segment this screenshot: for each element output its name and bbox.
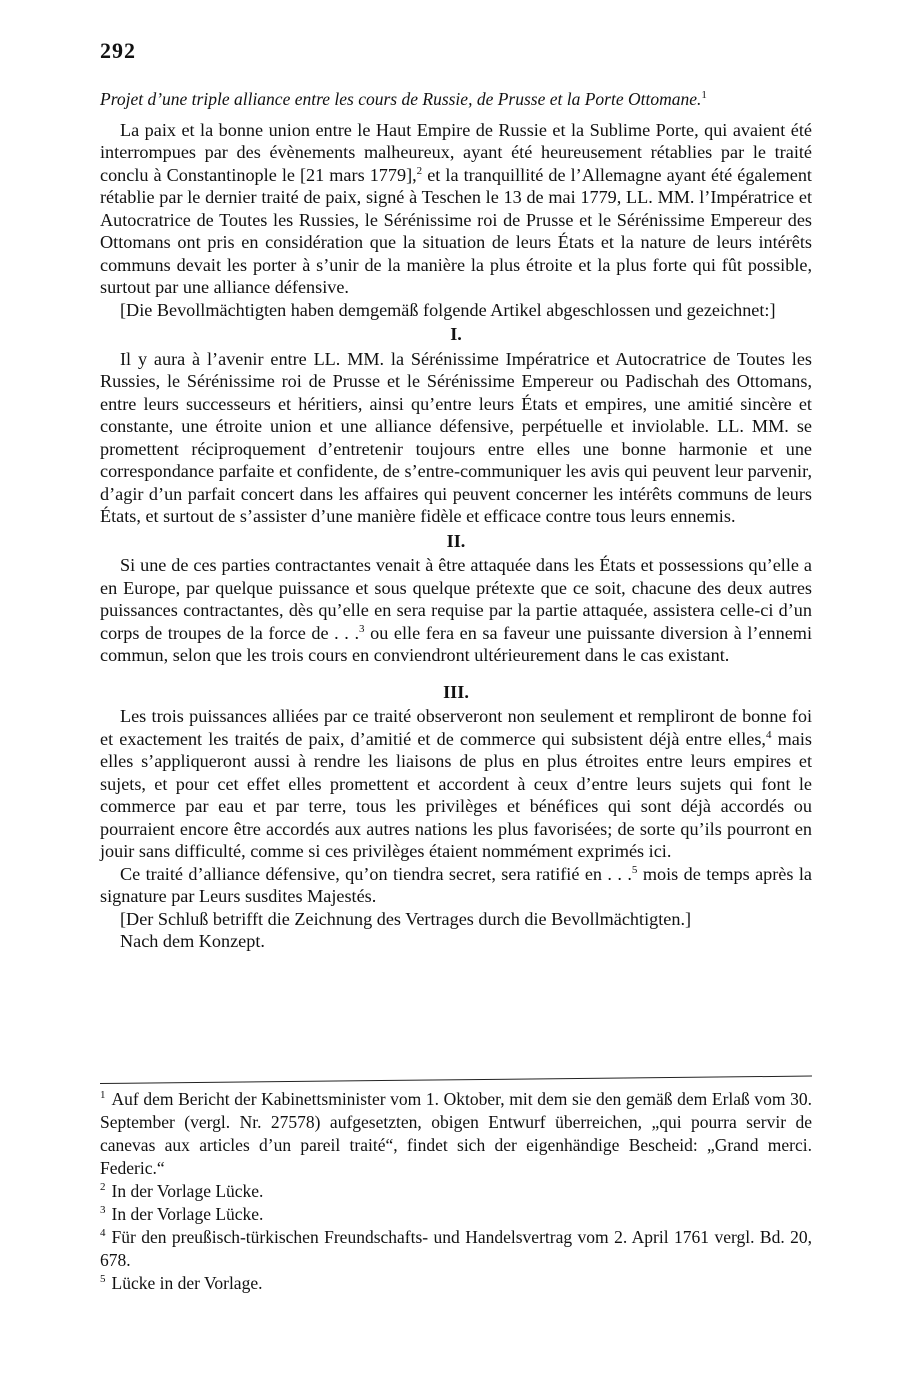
article-3-heading: III. bbox=[443, 681, 469, 702]
editorial-note-conclusion: [Der Schluß betrifft die Zeichnung des Vertrages durch die Bevollmächtigten.] bbox=[120, 908, 692, 929]
footnote-text: Auf dem Bericht der Kabinettsminister vom 1. Oktober, mit dem sie den gemäß dem Erlaß vom 30. September (vergl. Nr. 27578) aufgesetzten, obigen Entwurf überreichen, „qui pourra servir de canevas aux articles d’un pareil traité“, findet sich der eigenhändige Bescheid: „Grand merci. Federic.“ bbox=[100, 1089, 812, 1178]
footnote-text: Für den preußisch-türkischen Freundschafts- und Handelsvertrag vom 2. April 1761 vergl. Bd. 20, 678. bbox=[100, 1227, 812, 1270]
footnote-5 bbox=[100, 1272, 812, 1295]
article-2-heading: II. bbox=[446, 530, 466, 551]
preamble-text-a: La paix et la bonne union entre le Haut Empire de Russie et la Sublime Porte, qui avaient été interrompues par des évènements malheureux, ayant été heureusement rétablies par le traité conclu à Constantinople le [21 mars 1779], bbox=[100, 119, 812, 185]
article-2-text-b: ou elle fera en sa faveur une puissante diversion à l’ennemi commun, selon que les trois cours en conviendront ultérieurement dans le cas existant. bbox=[100, 622, 812, 665]
footnote-text: Lücke in der Vorlage. bbox=[111, 1273, 263, 1293]
title-text: Projet d’une triple alliance entre les cours de Russie, de Prusse et la Porte Ottomane. bbox=[100, 89, 702, 109]
footnote-text: In der Vorlage Lücke. bbox=[111, 1181, 264, 1201]
page-number: 292 bbox=[100, 38, 136, 63]
footnote-4 bbox=[100, 1226, 812, 1272]
footnote-ref-3: 3 bbox=[359, 622, 365, 635]
preamble-text-b: et la tranquillité de l’Allemagne ayant été également rétablie par le dernier traité de paix, signé à Teschen le 13 de mai 1779, LL. MM. l’Impératrice et Autocratrice de Toutes les Russies, le Sérénissime roi de Prusse et le Sérénissime Empereur des Ottomans ont pris en considération que la situation de leurs États et la nature de leurs intérêts communs devait les porter à s’unir de la manière la plus étroite et la plus forte qui fût possible, surtout par une alliance défensive. bbox=[100, 164, 812, 297]
footnote-2 bbox=[100, 1180, 812, 1203]
title-footnote-ref: 1 bbox=[701, 89, 707, 102]
article-3-text-a: Les trois puissances alliées par ce traité observeront non seulement et rempliront de bonne foi et exactement les traités de paix, d’amitié et de commerce qui subsistent déjà entre elles, bbox=[100, 706, 812, 749]
article-3-paragraph bbox=[100, 705, 812, 863]
editorial-note-signatories: [Die Bevollmächtigten haben demgemäß folgende Artikel abgeschlossen und gezeichnet:] bbox=[120, 299, 776, 320]
footnote-number: 5 bbox=[100, 1273, 106, 1286]
footnote-number: 4 bbox=[100, 1227, 106, 1240]
footnote-divider bbox=[100, 1076, 812, 1084]
footnote-3 bbox=[100, 1203, 812, 1226]
article-3-text-b: mais elles s’appliqueront aussi à rendre les liaisons de plus en plus étroites entre leurs empires et sujets, et pour cet effet elles promettent et accordent à ceux d’entre leurs sujets qui font le commerce par eau et par terre, tous les privilèges et bénéfices qui sont déjà accordés ou pourraient encore être accordés aux autres nations les plus favorisées; de sorte qu’ils pourront en jouir sans difficulté, comme si ces privilèges étaient nommément exprimés ici. bbox=[100, 728, 812, 861]
document-body bbox=[100, 88, 812, 953]
closing-text-b: mois de temps après la signature par Leurs susdites Majestés. bbox=[100, 863, 813, 906]
article-1-heading: I. bbox=[450, 324, 462, 344]
closing-paragraph bbox=[100, 863, 812, 908]
footnote-number: 2 bbox=[100, 1181, 106, 1194]
footnote-1 bbox=[100, 1088, 812, 1180]
article-2-paragraph bbox=[100, 554, 812, 667]
footnote-ref-2: 2 bbox=[416, 164, 423, 177]
footnote-ref-4: 4 bbox=[765, 728, 772, 741]
article-2-text-a: Si une de ces parties contractantes venait à être attaquée dans les États et possessions qu’elle a en Europe, par quelque puissance et sous quelque prétexte que ce soit, chacune des deux autres puissances contractantes, dès qu’elle en sera requise par la partie attaquée, assistera celle-ci d’un corps de troupes de la force de . . . bbox=[100, 555, 812, 643]
footnote-number: 1 bbox=[100, 1089, 106, 1102]
preamble-paragraph bbox=[100, 119, 812, 299]
footnote-number: 3 bbox=[100, 1204, 106, 1217]
document-title bbox=[100, 88, 812, 111]
closing-text-a: Ce traité d’alliance défensive, qu’on tiendra secret, sera ratifié en . . . bbox=[120, 863, 632, 884]
article-1-text: Il y aura à l’avenir entre LL. MM. la Sérénissime Impératrice et Autocratrice de Toutes les Russies, le Sérénissime roi de Prusse et le Sérénissime Empereur ou Padischah des Ottomans, entre leurs successeurs et héritiers, ainsi qu’entre leurs États et empires, une amitié sincère et constante, une étroite union et une alliance défensive, perpétuelle et inviolable. LL. MM. se promettent réciproquement d’entretenir toujours entre elles une bonne harmonie et une correspondance parfaite et confidente, de s’entre-communiquer les avis qui peuvent leur parvenir, d’agir d’un parfait concert dans les affaires qui peuvent concerner les intérêts communs de leurs États, et surtout de s’assister d’une manière fidèle et efficace contre tous leurs ennemis. bbox=[100, 348, 812, 526]
source-note: Nach dem Konzept. bbox=[120, 931, 265, 951]
footnote-text: In der Vorlage Lücke. bbox=[111, 1204, 264, 1224]
footnotes bbox=[100, 1088, 812, 1295]
footnote-ref-5: 5 bbox=[631, 863, 638, 876]
